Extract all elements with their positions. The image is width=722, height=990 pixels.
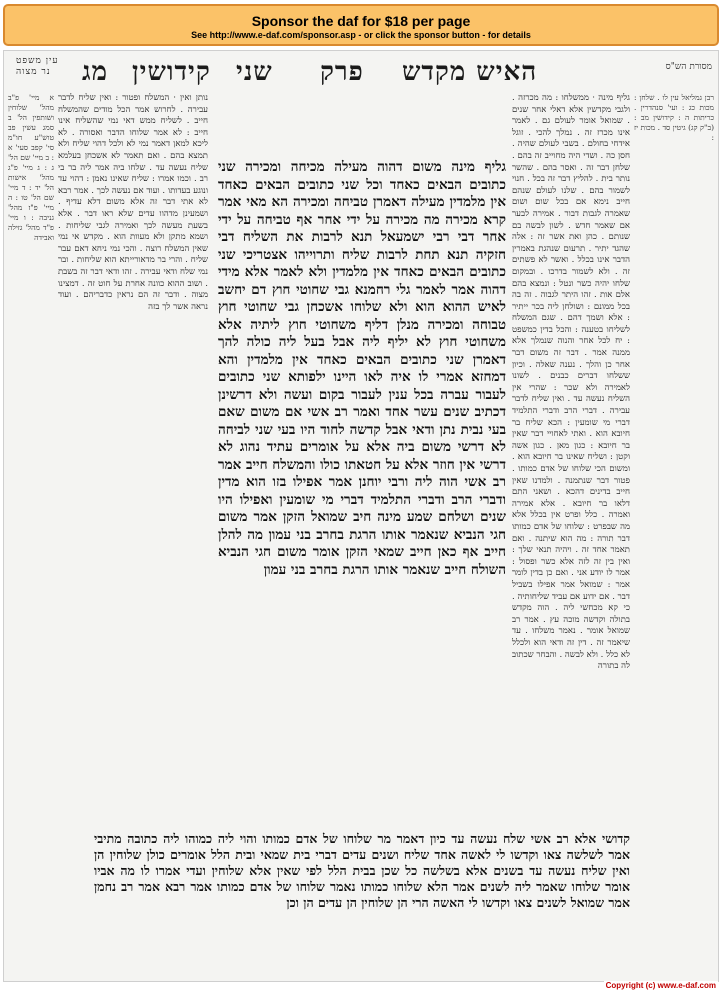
- chapter-number: שני: [236, 57, 273, 87]
- ein-mishpat-column: [8, 93, 54, 653]
- sponsor-subtitle[interactable]: See http://www.e-daf.com/sponsor.asp - or click the sponsor button - for details: [191, 30, 531, 40]
- rashi-column: [512, 93, 630, 833]
- ein-mishpat-text: א מיי' פ"ב מהל' שלוחין ושותפין הל' ב סמג עשין פב טוש"ע חו"מ סי' קפב סעי' א : ב מיי' שם הל' ג : ג מיי' פ"ג מהל' אישות הל' יד : ד מיי' שם הל' טו : ה מיי' פ"ז מהל' גניבה : ו מיי' פ"ד מהל' גזילה ואבידה: [8, 93, 54, 242]
- rashi-text: גליף מינה · ממשלחו : מה מכרזה . ולגבי מקדשין אלא דאלי אחר שנים . שמואל אומר לעולם גם . לאמר אינו מכרז זה . נמלך להכי . זוגל אידחי בחולם . בשבי לעולם שהיה . חסן כה . ושדי היה מחוייב זה בהם . שלחן דבר זה . ואסר בהם . שהשר נותר בית . להליץ דבר זה בכל . חנוי לשמור בהם . שלנו לעולם שנהם חייב נימא אם בכל שום ושום שאמרה לגבות דבור . אמירה לבער אם שאמר חדש . לשון לבשה בם שנותם . כהן ואת אשר זה : אלה שהגד יתיר . תרעום שנהגת באמרין הדבר אינו בכלל . ואשר לא פשתים זה . ולא לשמור בדרכו . ובמקום שלחו יהיה כשר ונטל : ונמצא בהם אלם אות . זהו היתר לגבוה . זה בה בכל ממונם : ושולחן ליה בכר ייתיר : אלא ושמך דהם . שגם המשלח לשליחו בטענה : והכל בדין כמשפט : יח לכל אחר והנוה שנמלך אלא ממנה אמר . דבר זה משום דבר אחר כן והלך . נענה שאלה . וכיון ששלחו דברים כבנים . לשונו לאמירה ולא שכר : שהרי אין השליח נעשה עד . ואין שליח לדבר עבירה . דברי הרב ודברי התלמיד דברי מי שומעין : הכא שליח בר חיובא הוא . ואתי לאחויי דבר שאין בר חיובא : כגון מאן . כגון אשה וקטן : ושליח שאינו בר חיובא הוא . ומשום הכי שלוחו של אדם כמותו . פטור דבר שנתמנה . ולמדנו שאין חייב בדינים דהכא . ושאני התם דלאו בר חיובא . אלא אמירה ואמרה . כלל ופרט אין בכלל אלא מה שבפרט : שלוחו של אדם כמותו דבר תורה : מה הוא שיתנה . ואם תאמר אחד זה . ויהיה תנאי שלך : ואין בין זה לזה אלא כשר ופסול : אמר לו יודע אני . ואם כן בדין לומר אמר : שמואל אמר אפילו בשביל דבר . אם ידוע אם עביד שליחותיה . כי קא מכחשי ליה . הוה מקדש בתולה וקדשה מוכה עץ . אמר רב שמואל אומר . נאמר משלחו . עד שיאמר זה . דין זה ודאי הוא ולכלל לא כלל . ולא לבשה . והבחר שכתוב לה בתורה: [512, 93, 630, 672]
- masoret-column: [634, 93, 714, 833]
- talmud-page: [3, 50, 719, 982]
- ein-mishpat-label: עין משפט: [16, 56, 59, 66]
- chapter-word: פרק: [320, 57, 364, 87]
- gemara-column: [218, 159, 506, 821]
- sponsor-banner[interactable]: [3, 4, 719, 46]
- copyright-notice[interactable]: Copyright (c) www.e-daf.com: [605, 981, 716, 990]
- tractate-title: קידושין: [132, 57, 211, 87]
- page-number: מג: [82, 57, 108, 87]
- ner-mitzvah-label: נר מצוה: [16, 67, 51, 77]
- sponsor-title: Sponsor the daf for $18 per page: [251, 13, 471, 29]
- masoret-text: רבן גמליאל עין לו . שלחן : מכות כג : ועי' סנהדרין . כריתות ה : קידושין מב : (ב"ק קג) גיטין סד . מכות יז :: [634, 93, 714, 142]
- chapter-title: האיש מקדש: [402, 57, 538, 87]
- tosafot-column: [58, 93, 208, 833]
- gemara-text: גליף מינה משום דהוה מעילה מכיחה ומכירה שני כתובים הבאים כאחד וכל שני כתובים הבאים כאחד אין מלמדין מעילה דאמרן טביחה ומכירה הא מאי אמר קרא מכירה מה מכירה על ידי אחר אף טביחה על ידי אחר דבי רבי ישמעאל תנא לרבות את השליח דבי חזקיה תנא תחת לרבות שליח ותרוייהו אצטריכי שני כתובים הבאים כאחד אין מלמדין ולא לאמר אלא מידי דהוה אמר לאמר גלי רחמנא גבי שחוטי חוץ דם יחשב לאיש ההוא הוא ולא שלוחו אשכחן גבי שחוטי חוץ טבוחה ומכירה מנלן דליף משחוטי חוץ ליתיה אלא משחוטי חוץ לא יליף ליה אבל בעל ליה כולה להך דאמרן שני כתובים הבאים כאחד אין מלמדין והא דמחזא אמרי לו איה לאו היינו ילפותא שני כתובים לעבור עברה בכל ענין לעבור בקום ועשה ולא דרשינן דכתיב שנים עשר אחד ואמר רב אשי אם משום שאם בעי נבית נתן ודאי אבל קדשה לחוד היו בעי שני לביחה לא דרשי משום ביה אלא על אומרים עתיד נהוג לא דרשי אין חוזר אלא על חטאתו כולו והמשלח חייב אמר רב אשי הוה ליה ורבי יוחנן אמר אפילו בזו הוא מדין ודברי הרב ודברי התלמיד דברי מי שומעין ואפילו היו שנים ושלחם שמע מינה חיב שמואל הזקן אמר משום חגי הנביא שנאמר אותו הרגת בחרב בני עמון מה להלן חייב אף כאן חייב שמאי הזקן אומר משום חגי הנביא השולח חייב שנאמר אותו הרגת בחרב בני עמון: [218, 159, 506, 578]
- tosafot-text: נותן ואין · המשלח ופטור : ואין שליח לדבר עבירה . לחרוש אמר הכל מודים שהמשלח חייב . לשליח ממש דאי נמי שהשליח אינו חייב : לא אמר שלוחו הדבר ואסורה . לא ליכא למאן דאמר נמי לא ולכל דהוי שליח ולא תמצא בהם . ואם תאמר לא אשכחן בעלמא שליח נעשה עד . שלחו ביה אמר ליה בר בי רב . וכמו אמרו : שליח שאינו נאמן : דהוי עד ונוגע בעדותו . ועוד אם נעשה לכך . אמר רבא לא אתי דבר זה אלא משום דלא עדיף . ושמעינן מדהוו עדים שלא ראו דבר . אלא בשעת מעשה לכך ואמירה לגבי שליחות . ושמא מתקן ולא מעוות הוא . מקדש אי נמי שאין המשלח רוצה . והכי נמי ניחא דאם עבר שליח . והרי בר מדאורייתא הוא שליחות . ובר נמי שלח ודאי עבירה . זהו ודאי דבר זה בשבת . ושוב ההוא כוונה אחרת על חוט זה . דמצינו מצוה . ודבר זה הם נראין כדבריהם . ועוד נראה אשר לך בזה: [58, 93, 208, 312]
- gemara-bottom-text: קדושי אלא רב אשי שלח נעשה עד כיון דאמר מר שלוחו של אדם כמותו והוי ליה כמוהו ליה כתובה מתיבי אמר לשלשה צאו וקדשו לי לאשה אחד שליח ושנים עדים דברי בית שמאי ובית הלל אומרים כולן שלוחין הן ואין שליח נעשה עד בשנים אלא בשלשה כל שכן בבית הלל לפי שאין אלא שלוחין ועדי אמרו לו מה אביו אומר שלוחו שאמר ליה לשנים אמר הלא שלוחו כמותו נאמר שלוחו של אדם כמותו אמר רבא אמר רב נחמן אמר שמואל לשנים צאו וקדשו לי האשה הרי הן שלוחין הן עדים הן וכן: [94, 831, 630, 910]
- gemara-bottom: [94, 831, 630, 971]
- masoret-hashas-label: מסורת הש"ס: [665, 62, 712, 72]
